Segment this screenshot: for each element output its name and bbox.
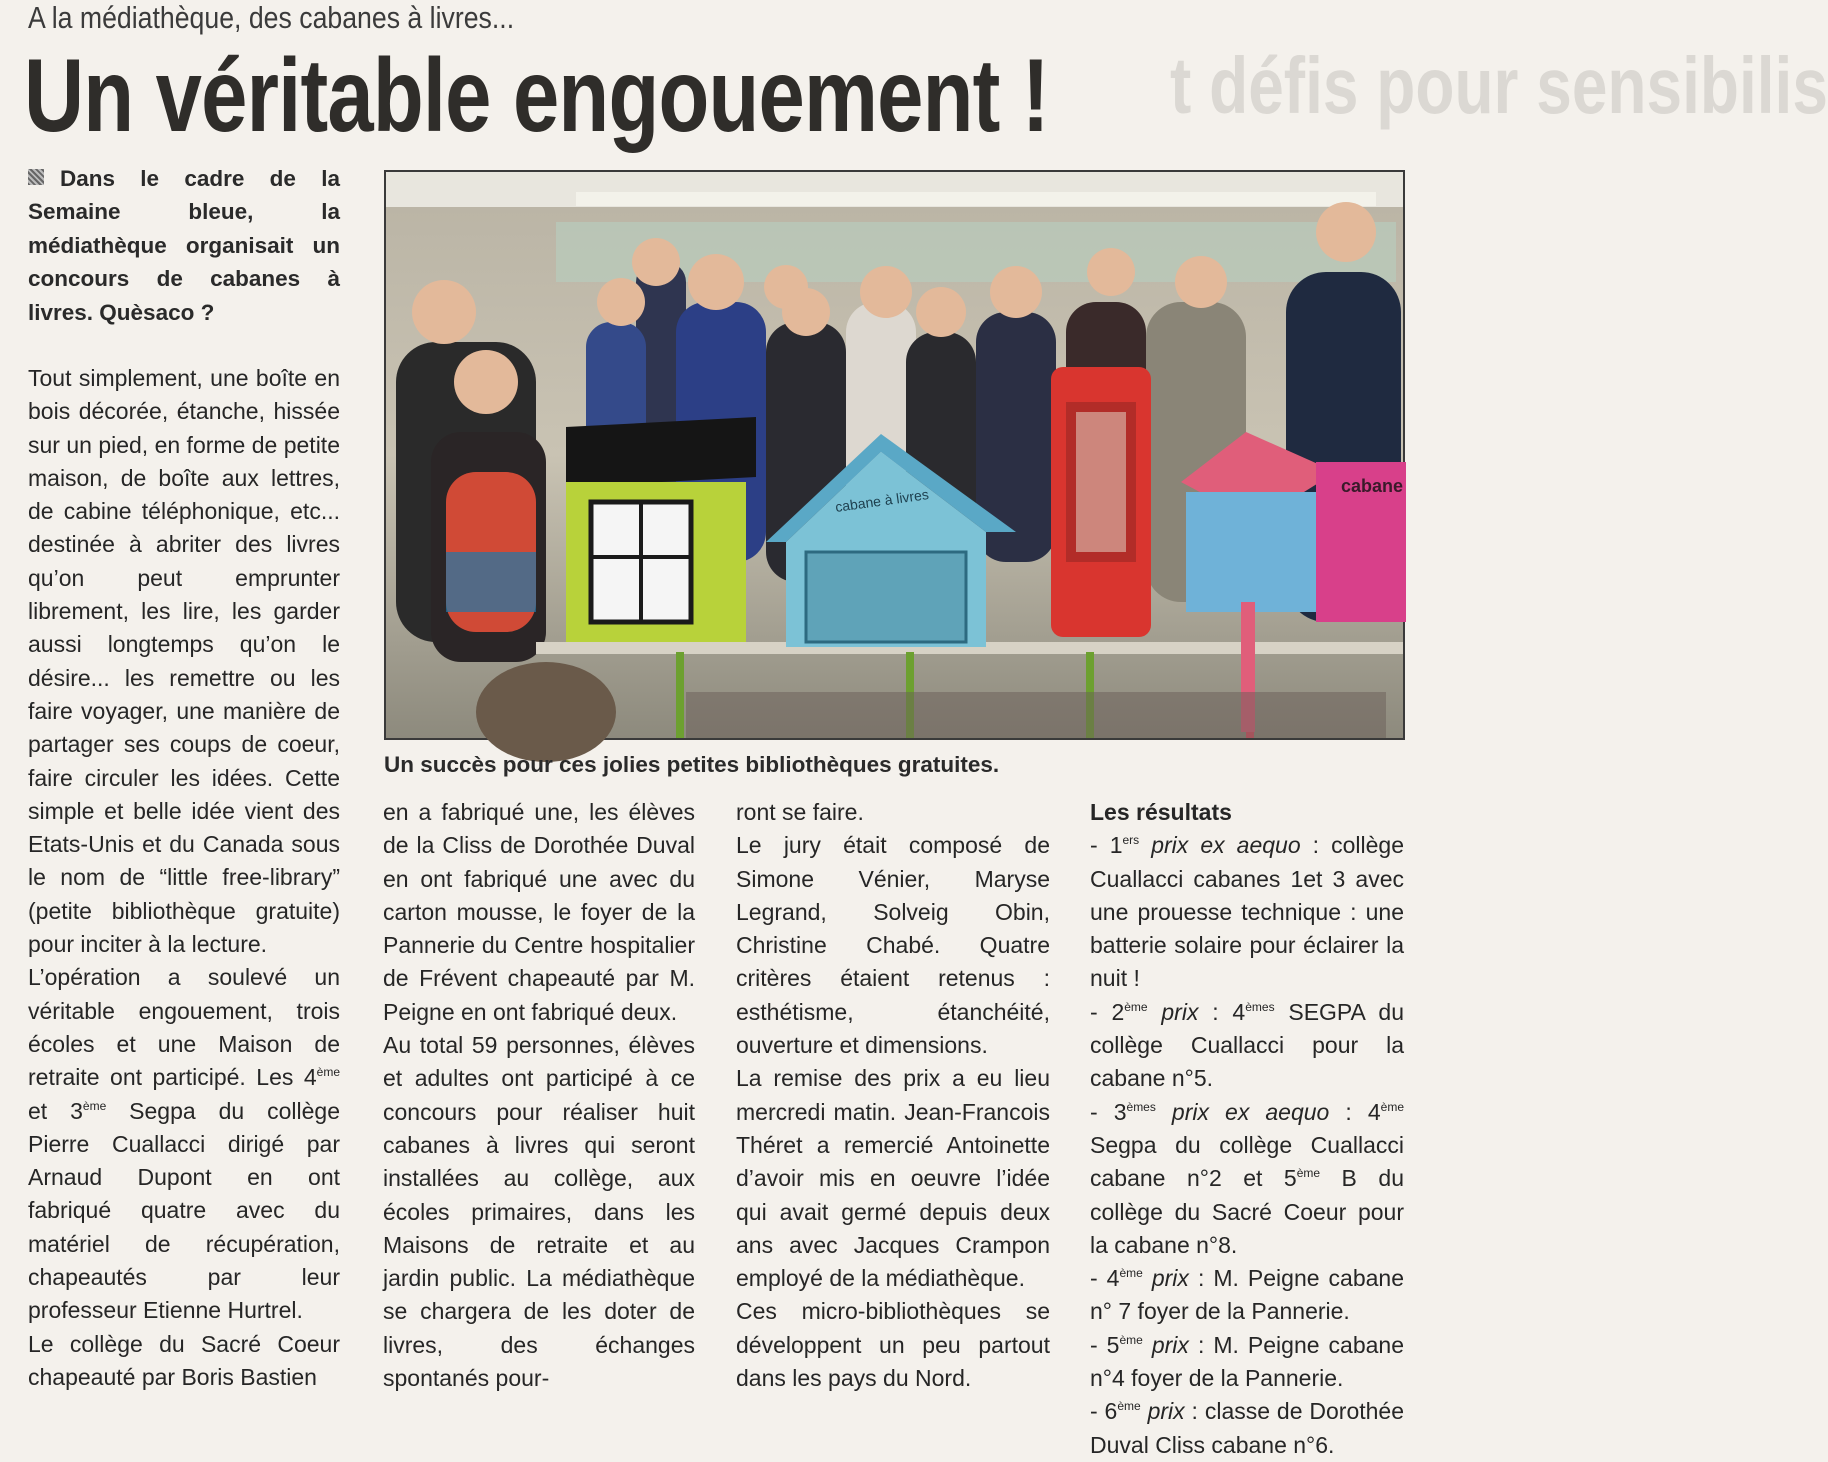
result-3: - 3èmes prix ex aequo : 4ème Segpa du collège Cuallacci cabane n°2 et 5ème B du collège du Sacré Coeur pour la cabane n°8.: [1090, 1098, 1405, 1258]
grade-4: 4: [303, 1064, 317, 1091]
paragraph: La remise des prix a eu lieu mercredi matin. Jean-Francois Théret a remercié Antoinette d’avoir mis en oeuvre l’idée qui avait germé depuis deux ans avec Jacques Crampon employé de la médiathèque.: [736, 1065, 1050, 1292]
result-6: - 6ème prix : classe de Dorothée Duval Cliss cabane n°6.: [1090, 1398, 1405, 1458]
house-sign: cabane à livres: [834, 486, 930, 515]
bullet-square-icon: [28, 169, 44, 185]
article-headline: Un véritable engouement !: [24, 38, 1049, 154]
article-column-3: [736, 796, 1050, 1395]
grade-3: 3: [70, 1097, 83, 1124]
result-1: - 1ers prix ex aequo : collège Cuallacci cabanes 1et 3 avec une prouesse technique : une batterie solaire pour éclairer la nuit !: [1090, 832, 1404, 992]
results-column: [1090, 796, 1404, 1462]
photo-caption: Un succès pour ces jolies petites bibliothèques gratuites.: [384, 752, 1000, 777]
paragraph: Tout simplement, une boîte en bois décorée, étanche, hissée sur un pied, en forme de petite maison, de boîte aux lettres, de cabine téléphonique, etc... destinée à abriter des livres qu’on peut emprunter librement, les lire, les garder aussi longtemps qu’on le désire... les remettre ou les faire voyager, une manière de partager ses coups de coeur, faire circuler les idées. Cette simple et belle idée vient des Etats-Unis et du Canada sous le nom de “little free-library” (petite bibliothèque gratuite) pour inciter à la lecture.: [28, 365, 340, 958]
paragraph-text: L’opération a soulevé un véritable engouement, trois écoles et une Maison de retraite ont participé. Les: [28, 964, 340, 1091]
intro-text: Dans le cadre de la Semaine bleue, la médiathèque organisait un concours de cabanes à livres. Quèsaco ?: [28, 166, 340, 325]
conj: et: [28, 1097, 48, 1124]
photo-illustration: [386, 172, 1403, 738]
paragraph: en a fabriqué une, les élèves de la Cliss de Dorothée Duval en ont fabriqué une avec du carton mousse, le foyer de la Pannerie du Centre hospitalier de Frévent chapeauté par M. Peigne en ont fabriqué deux.: [383, 799, 695, 1025]
paragraph: Au total 59 personnes, élèves et adultes ont participé à ce concours pour réaliser huit cabanes à livres qui seront installées au collège, aux écoles primaires, dans les Maisons de retraite et au jardin public. La médiathèque se chargera de les doter de livres, des échanges spontanés pour-: [383, 1032, 695, 1392]
sup: ème: [82, 1098, 107, 1113]
results-title: Les résultats: [1090, 799, 1232, 825]
article-photo: [384, 170, 1405, 740]
paragraph: [28, 961, 340, 1327]
paragraph-text: Segpa du collège Pierre Cuallacci dirigé par Arnaud Dupont en ont fabriqué quatre avec du matériel de récupération, chapeautés par leur professeur Etienne Hurtrel.: [28, 1097, 340, 1324]
show-through-text: t défis pour sensibilis: [1170, 41, 1828, 130]
article-kicker: A la médiathèque, des cabanes à livres...: [28, 0, 515, 35]
result-5: - 5ème prix : M. Peigne cabane n°4 foyer de la Pannerie.: [1090, 1331, 1405, 1392]
article-column-1: [28, 362, 340, 1394]
paragraph: Le jury était composé de Simone Vénier, Maryse Legrand, Solveig Obin, Christine Chabé. Quatre critères étaient retenus : esthétisme, étanchéité, ouverture et dimensions.: [736, 832, 1050, 1059]
article-column-2: [383, 796, 695, 1395]
right-box-label: cabane: [1341, 476, 1404, 496]
result-2: - 2ème prix : 4èmes SEGPA du collège Cuallacci pour la cabane n°5.: [1090, 998, 1405, 1092]
sup: ème: [316, 1065, 341, 1080]
paragraph: ront se faire.: [736, 799, 864, 825]
article-intro: [28, 162, 340, 329]
paragraph: Le collège du Sacré Coeur chapeauté par Boris Bastien: [28, 1330, 340, 1390]
paragraph: Ces micro-bibliothèques se développent un peu partout dans les pays du Nord.: [736, 1298, 1050, 1392]
result-4: - 4ème prix : M. Peigne cabane n° 7 foyer de la Pannerie.: [1090, 1265, 1405, 1325]
